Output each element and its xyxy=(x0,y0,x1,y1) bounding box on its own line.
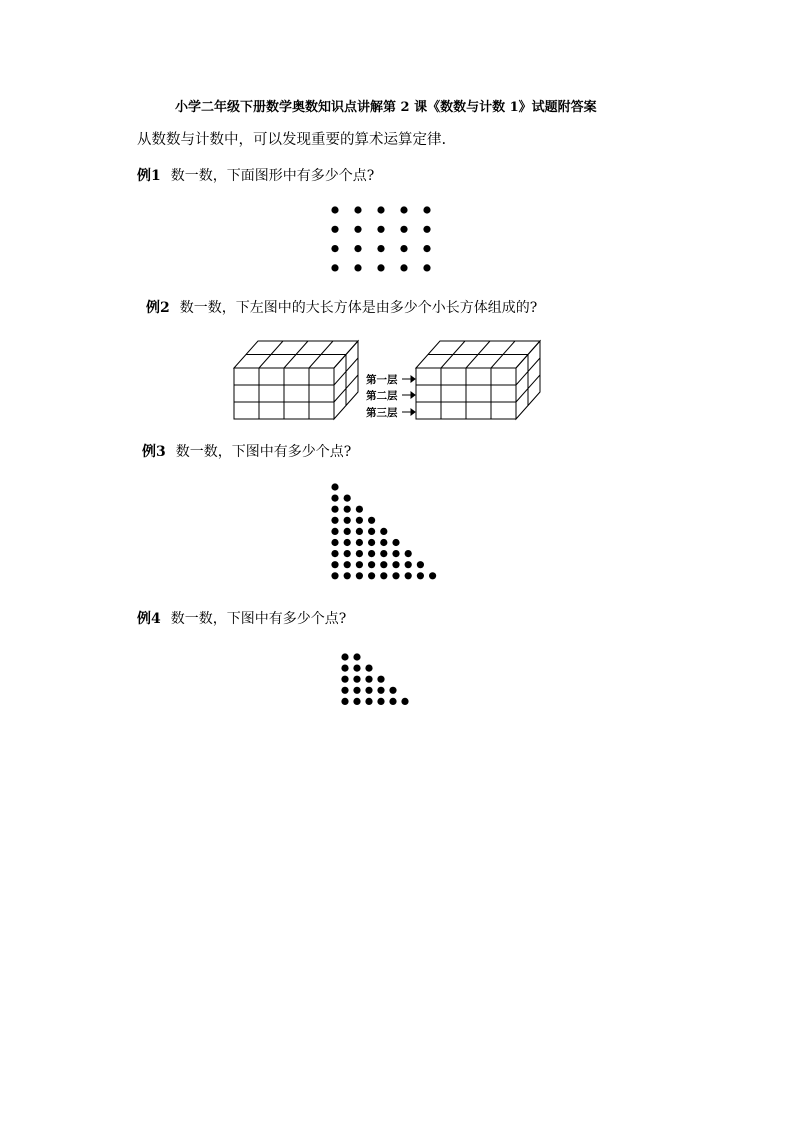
example-1 xyxy=(137,165,374,185)
example-2-label: 例2 xyxy=(146,300,170,316)
dot xyxy=(377,676,384,683)
right-cuboid xyxy=(416,341,540,419)
dot xyxy=(331,572,338,579)
example-3-question: 数一数，下图中有多少个点? xyxy=(175,444,352,460)
dot xyxy=(344,561,351,568)
dot xyxy=(429,572,436,579)
dot xyxy=(353,698,360,705)
example-3 xyxy=(142,441,351,461)
dot xyxy=(356,550,363,557)
dot xyxy=(405,550,412,557)
example-4-label: 例4 xyxy=(137,611,161,627)
dot xyxy=(365,676,372,683)
dot xyxy=(400,226,407,233)
dot xyxy=(368,561,375,568)
dot xyxy=(354,226,361,233)
dot xyxy=(392,561,399,568)
document-title: 小学二年级下册数学奥数知识点讲解第 2 课《数数与计数 1》试题附答案 xyxy=(175,100,597,115)
dot xyxy=(365,687,372,694)
dot xyxy=(380,539,387,546)
dot xyxy=(353,653,360,660)
example-4-question: 数一数，下图中有多少个点? xyxy=(170,611,347,627)
dot xyxy=(377,264,384,271)
layer-labels xyxy=(366,373,415,419)
dot xyxy=(423,264,430,271)
layer-label-3: 第三层 xyxy=(366,407,398,419)
dot xyxy=(353,687,360,694)
dot xyxy=(356,506,363,513)
dot xyxy=(341,687,348,694)
dot xyxy=(368,550,375,557)
dot xyxy=(423,206,430,213)
dot xyxy=(331,506,338,513)
dot xyxy=(356,561,363,568)
dot xyxy=(417,561,424,568)
dot xyxy=(331,245,338,252)
dot xyxy=(400,206,407,213)
dot xyxy=(423,226,430,233)
layer-label-2: 第二层 xyxy=(366,390,398,402)
dot xyxy=(331,206,338,213)
dot xyxy=(380,561,387,568)
dot xyxy=(354,206,361,213)
dot xyxy=(401,698,408,705)
dot xyxy=(380,528,387,535)
dot xyxy=(356,517,363,524)
dot xyxy=(331,264,338,271)
dot xyxy=(331,495,338,502)
dot xyxy=(331,517,338,524)
dot xyxy=(377,206,384,213)
dot xyxy=(365,698,372,705)
example-2-question: 数一数，下左图中的大长方体是由多少个小长方体组成的? xyxy=(179,300,538,316)
dot xyxy=(341,698,348,705)
dot xyxy=(405,561,412,568)
dot xyxy=(380,550,387,557)
dot xyxy=(356,572,363,579)
left-cuboid xyxy=(234,341,358,419)
dot xyxy=(377,698,384,705)
arrow-2-head xyxy=(411,392,415,398)
dot xyxy=(377,245,384,252)
dot xyxy=(356,539,363,546)
example-1-question: 数一数，下面图形中有多少个点? xyxy=(170,168,375,184)
dot xyxy=(353,676,360,683)
dot xyxy=(405,572,412,579)
dot xyxy=(389,687,396,694)
dot xyxy=(392,550,399,557)
arrow-1-head xyxy=(411,376,415,382)
dot xyxy=(344,572,351,579)
dot xyxy=(380,572,387,579)
dot xyxy=(389,698,396,705)
arrow-3-head xyxy=(411,409,415,415)
layer-label-1: 第一层 xyxy=(366,374,398,386)
dot xyxy=(417,572,424,579)
dot xyxy=(354,245,361,252)
dot xyxy=(400,245,407,252)
dot xyxy=(341,653,348,660)
dot xyxy=(344,517,351,524)
example-1-label: 例1 xyxy=(137,168,161,184)
dot xyxy=(341,665,348,672)
dot xyxy=(331,550,338,557)
dot xyxy=(344,506,351,513)
example-4 xyxy=(137,608,346,628)
dot xyxy=(344,539,351,546)
dot xyxy=(344,550,351,557)
dot xyxy=(353,665,360,672)
dot xyxy=(423,245,430,252)
dot xyxy=(377,687,384,694)
dot xyxy=(368,572,375,579)
example-2 xyxy=(146,297,537,317)
dot xyxy=(368,539,375,546)
intro-text: 从数数与计数中，可以发现重要的算术运算定律. xyxy=(137,132,447,148)
dot xyxy=(365,665,372,672)
dot xyxy=(377,226,384,233)
dot xyxy=(344,528,351,535)
dot xyxy=(392,572,399,579)
dot xyxy=(344,495,351,502)
dot xyxy=(368,528,375,535)
dot xyxy=(354,264,361,271)
dot xyxy=(400,264,407,271)
dot xyxy=(331,226,338,233)
dot xyxy=(341,676,348,683)
dot xyxy=(331,483,338,490)
dot xyxy=(368,517,375,524)
dot xyxy=(331,528,338,535)
dot xyxy=(356,528,363,535)
dot xyxy=(331,539,338,546)
dot xyxy=(392,539,399,546)
example-3-label: 例3 xyxy=(142,444,166,460)
dot xyxy=(331,561,338,568)
